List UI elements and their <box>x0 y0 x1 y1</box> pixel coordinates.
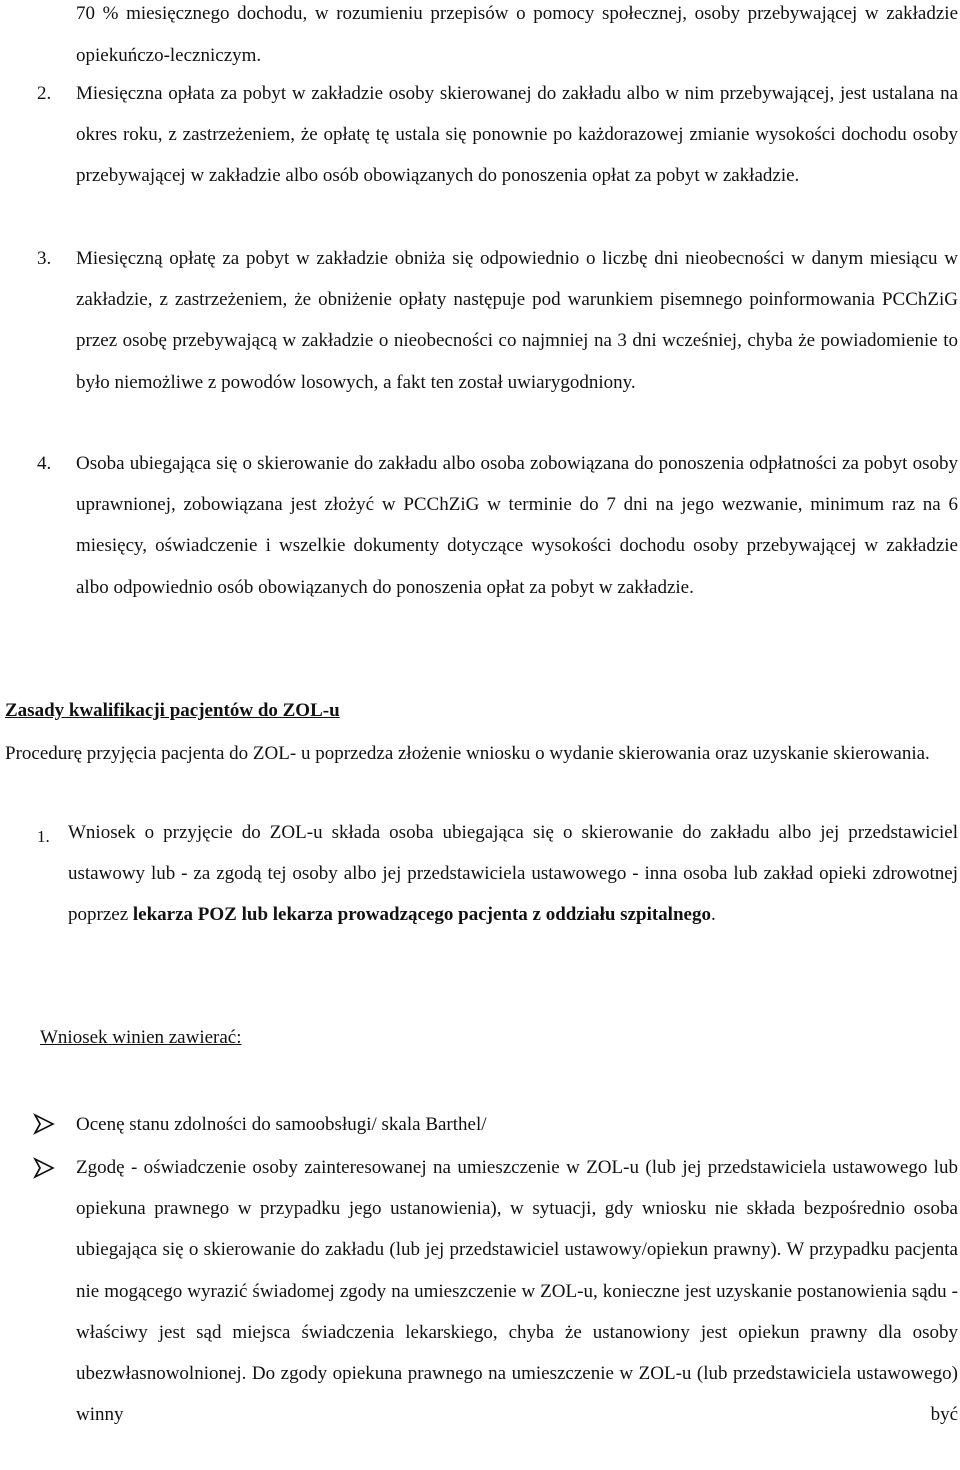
list-item-2: Miesięczna opłata za pobyt w zakładzie osoby skierowanej do zakładu albo w nim przebywającej, jest ustalana na okres roku, z zastrzeżeniem, że opłatę tę ustala się ponownie po każdorazowej zmianie wysokości dochodu osoby przebywającej w zakładzie albo osób obowiązanych do ponoszenia opłat za pobyt w zakładzie. <box>76 83 958 187</box>
arrowhead-bullet-icon <box>33 1157 55 1179</box>
section-heading: Zasady kwalifikacji pacjentów do ZOL-u <box>5 700 340 721</box>
list-number-4: 4. <box>37 453 52 474</box>
arrowhead-bullet-icon <box>33 1113 55 1135</box>
qualification-item-1-bold: lekarza POZ lub lekarza prowadzącego pacjenta z oddziału szpitalnego <box>132 904 711 925</box>
list-number-3: 3. <box>37 248 52 269</box>
list-item-4: Osoba ubiegająca się o skierowanie do zakładu albo osoba zobowiązana do ponoszenia odpłatności za pobyt osoby uprawnionej, zobowiązana jest złożyć w PCChZiG w terminie do 7 dni na jego wezwanie, minimum raz na 6 miesięcy, oświadczenie i wszelkie dokumenty dotyczące wysokości dochodu osoby przebywającej w zakładzie albo odpowiednio osób obowiązanych do ponoszenia opłat za pobyt w zakładzie. <box>76 453 958 598</box>
qualification-number-1: 1. <box>37 827 50 846</box>
paragraph-intro: 70 % miesięcznego dochodu, w rozumieniu przepisów o pomocy społecznej, osoby przebywającej w zakładzie opiekuńczo-leczniczym. <box>76 3 958 66</box>
bullet-item-2: Zgodę - oświadczenie osoby zainteresowanej na umieszczenie w ZOL-u (lub jej przedstawiciela ustawowego lub opiekuna prawnego w przypadku jego ustanowienia), w sytuacji, gdy wniosku nie składa bezpośrednio osoba ubiegająca się o skierowanie do zakładu (lub jej przedstawiciel ustawowy/opiekun prawny). W przypadku pacjenta nie mogącego wyrazić świadomej zgody na umieszczenie w ZOL-u, konieczne jest uzyskanie postanowienia sądu - właściwy jest sąd miejsca świadczenia lekarskiego, chyba że ustanowiony jest opiekun prawny dla osoby ubezwłasnowolnionej. Do zgody opiekuna prawnego na umieszczenie w ZOL-u (lub przedstawiciela ustawowego) winny być <box>76 1157 958 1426</box>
list-item-3: Miesięczną opłatę za pobyt w zakładzie obniża się odpowiednio o liczbę dni nieobecności w danym miesiącu w zakładzie, z zastrzeżeniem, że obniżenie opłaty następuje pod warunkiem pisemnego poinformowania PCChZiG przez osobę przebywającą w zakładzie o nieobecności co najmniej na 3 dni wcześniej, chyba że powiadomienie to było niemożliwe z powodów losowych, a fakt ten został uwiarygodniony. <box>76 248 958 393</box>
bullet-item-1: Ocenę stanu zdolności do samoobsługi/ skala Barthel/ <box>76 1114 487 1135</box>
section-intro: Procedurę przyjęcia pacjenta do ZOL- u poprzedza złożenie wniosku o wydanie skierowania oraz uzyskanie skierowania. <box>5 743 930 764</box>
qualification-item-1 <box>68 812 958 935</box>
qualification-item-1-end: . <box>710 904 716 925</box>
list-number-2: 2. <box>37 83 52 104</box>
wniosek-heading: Wniosek winien zawierać: <box>40 1027 242 1048</box>
qualification-item-1-text: Wniosek o przyjęcie do ZOL-u składa osoba ubiegająca się o skierowanie do zakładu albo jej przedstawiciel ustawowy lub - za zgodą tej osoby albo jej przedstawiciela ustawowego - inna osoba lub zakład opieki zdrowotnej poprzez <box>68 822 958 925</box>
